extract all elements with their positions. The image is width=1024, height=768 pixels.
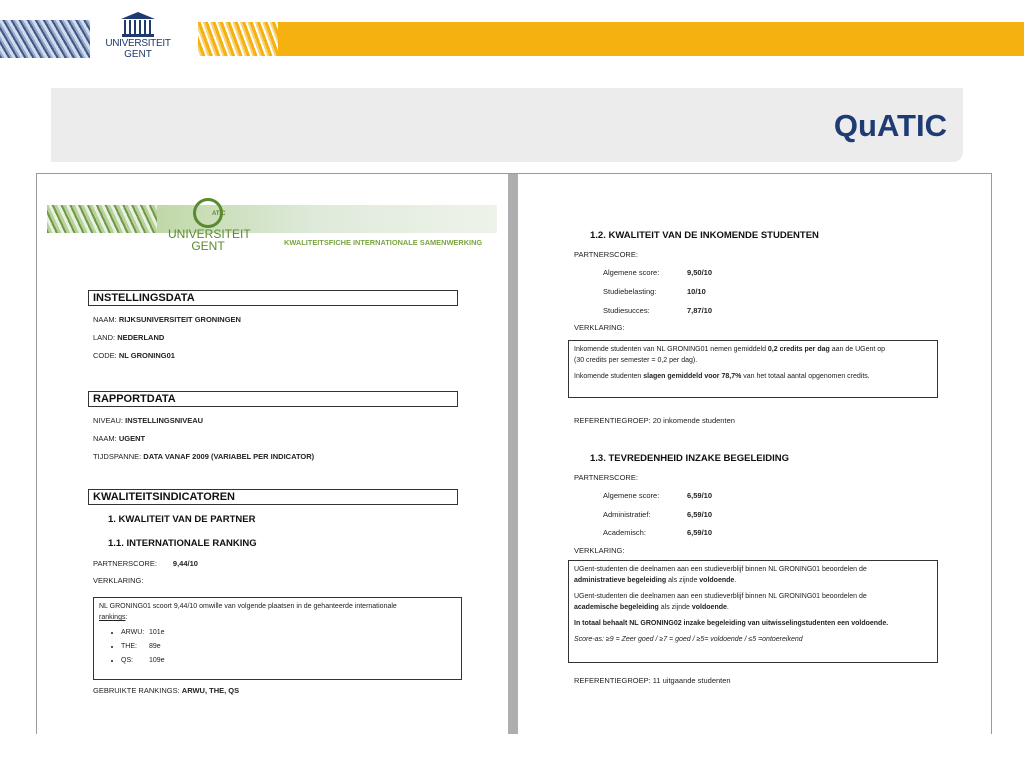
title-banner [51, 88, 963, 162]
heading-inkomende-studenten: 1.2. KWALITEIT VAN DE INKOMENDE STUDENTEN [590, 230, 819, 241]
doc-tagline: KWALITEITSFICHE INTERNATIONALE SAMENWERKING [284, 238, 483, 247]
s12-row: Algemene score: 9,50/10 [603, 268, 713, 277]
s13-text-3: In totaal behaalt NL GRONING02 inzake begeleiding van uitwisselingstudenten een voldoende. [574, 620, 889, 627]
naam-line: NAAM: RIJKSUNIVERSITEIT GRONINGEN [93, 315, 241, 324]
s12-explanation-box [568, 340, 938, 398]
heading-kwaliteit-partner: 1. KWALITEIT VAN DE PARTNER [108, 514, 256, 525]
s12-row: Studiebelasting: 10/10 [603, 287, 706, 296]
s13-row: Algemene score: 6,59/10 [603, 491, 713, 500]
rapport-naam-line: NAAM: UGENT [93, 434, 146, 443]
s13-verklaring-label: VERKLARING: [574, 546, 625, 555]
logo-text-line1: UNIVERSITEIT [105, 38, 171, 49]
doc-logo-line1: UNIVERSITEIT [168, 227, 251, 241]
heading-tevredenheid-begeleiding: 1.3. TEVREDENHEID INZAKE BEGELEIDING [590, 453, 790, 464]
building-icon [121, 12, 155, 38]
heading-internationale-ranking: 1.1. INTERNATIONALE RANKING [108, 538, 257, 549]
ranking-item: • THE: 89e [121, 641, 456, 653]
header-grass-decoration [0, 20, 90, 58]
s12-verklaring-label: VERKLARING: [574, 323, 625, 332]
s13-explanation-box [568, 560, 938, 663]
ranking-text: NL GRONING01 scoort 9,44/10 omwille van volgende plaatsen in de gehanteerde internationale rankings: [99, 603, 397, 621]
section-kwaliteitsindicatoren: KWALITEITSINDICATOREN [88, 489, 458, 505]
s12-referentiegroep: REFERENTIEGROEP: 20 inkomende studenten [574, 416, 735, 425]
ranking-item: • ARWU: 101e [121, 627, 456, 639]
header-band [198, 22, 1024, 56]
s12-text-1: Inkomende studenten van NL GRONING01 nemen gemiddeld 0,2 credits per dag aan de UGent op (30 credits per semester = 0,2 per dag). [574, 346, 886, 364]
section-instellingsdata: INSTELLINGSDATA [88, 290, 458, 306]
doc-banner-grass [47, 205, 157, 233]
university-logo[interactable] [98, 12, 178, 68]
s13-partnerscore-label: PARTNERSCORE: [574, 473, 638, 482]
s13-text-2: UGent-studenten die deelnamen aan een studieverblijf binnen NL GRONING01 beoordelen de academische begeleiding als zijnde voldoende. [574, 593, 867, 611]
header-band-grass [198, 22, 278, 56]
logo-text-line2: GENT [124, 49, 152, 60]
page-divider [508, 174, 518, 734]
niveau-line: NIVEAU: INSTELLINGSNIVEAU [93, 416, 204, 425]
ranking-list [99, 627, 456, 667]
quatic-q-icon: ATIC [193, 198, 223, 228]
s12-text-2: Inkomende studenten slagen gemiddeld voor 78,7% van het totaal aantal opgenomen credits. [574, 373, 870, 380]
verklaring-label: VERKLARING: [93, 576, 144, 585]
s12-row: Studiesucces: 7,87/10 [603, 306, 713, 315]
gebruikte-rankings-line: GEBRUIKTE RANKINGS: ARWU, THE, QS [93, 686, 240, 695]
code-line: CODE: NL GRONING01 [93, 351, 175, 360]
s13-referentiegroep: REFERENTIEGROEP: 11 uitgaande studenten [574, 676, 731, 685]
doc-logo-line2: GENT [191, 239, 225, 253]
ranking-item: • QS: 109e [121, 655, 456, 667]
doc-logo [168, 198, 251, 253]
s13-row: Academisch: 6,59/10 [603, 528, 713, 537]
tijdspanne-line: TIJDSPANNE: DATA VANAF 2009 (VARIABEL PER INDICATOR) [93, 452, 315, 461]
ranking-explanation-box [93, 597, 462, 680]
section-rapportdata: RAPPORTDATA [88, 391, 458, 407]
land-line: LAND: NEDERLAND [93, 333, 165, 342]
s13-text-1: UGent-studenten die deelnamen aan een studieverblijf binnen NL GRONING01 beoordelen de administratieve begeleiding als zijnde voldoende. [574, 566, 867, 584]
partnerscore-line: PARTNERSCORE: 9,44/10 [93, 559, 198, 568]
s12-partnerscore-label: PARTNERSCORE: [574, 250, 638, 259]
page-title: QuATIC [833, 108, 947, 143]
s13-score-axis: Score-as: ≥9 = Zeer goed / ≥7 = goed / ≥5= voldoende / ≤5 =ontoereikend [574, 636, 803, 643]
s13-row: Administratief: 6,59/10 [603, 510, 713, 519]
